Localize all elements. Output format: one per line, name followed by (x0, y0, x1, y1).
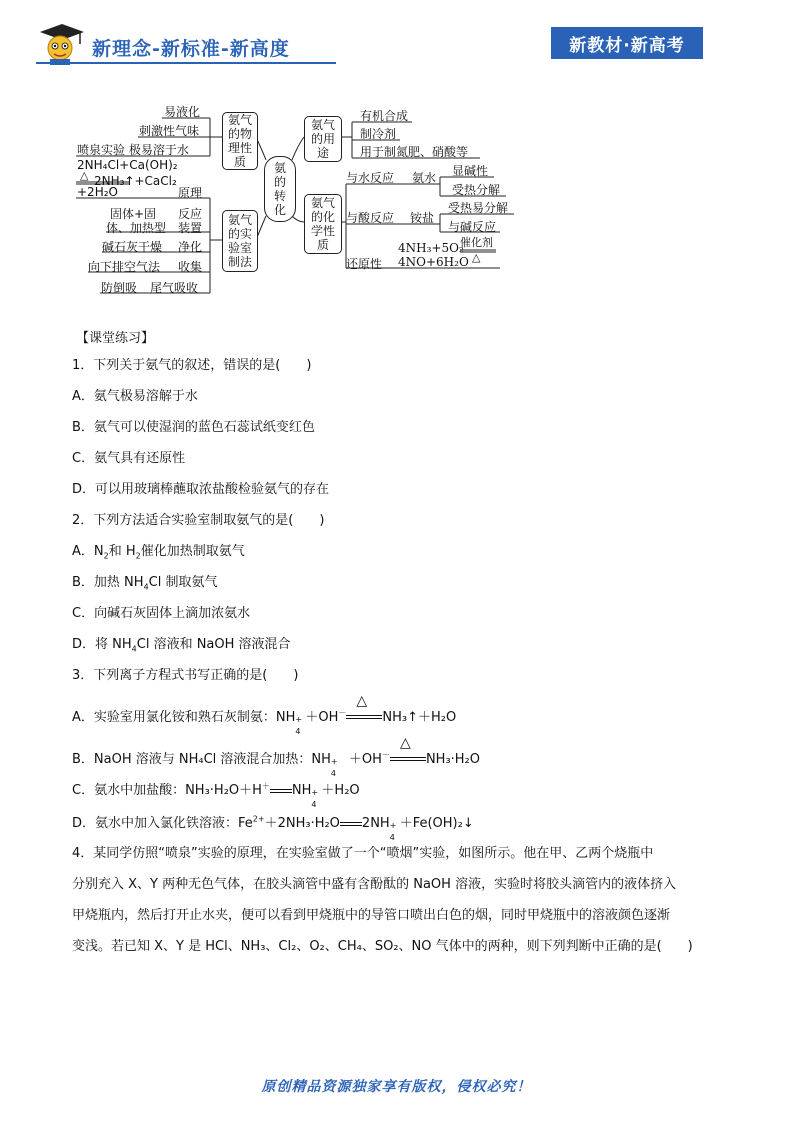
lab-collect-method: 向下排空气法 (88, 260, 161, 274)
box-physical (222, 112, 258, 170)
q3-option-d (72, 812, 474, 842)
q2d-post: Cl 溶液和 NaOH 溶液混合 (136, 637, 291, 652)
lab-dry: 碱石灰干燥 (102, 240, 163, 254)
q3c-post: NH (291, 783, 312, 798)
q3c-pre: C．氨水中加盐酸：NH₃·H₂O＋H (72, 783, 262, 798)
q3a-post: NH₃↑＋H₂O (382, 710, 457, 725)
footer-copyright: 原创精品资源独家享有版权，侵权必究！ (261, 1079, 532, 1095)
q2-option-c: C．向碱石灰固体上滴加浓氨水 (72, 606, 251, 621)
lab-device-r2: 装置 (178, 221, 203, 235)
box-uses (304, 116, 342, 162)
lab-eq-line3: +2H₂O (77, 185, 118, 199)
q3c-sup: + (311, 788, 319, 797)
q1-option-a: A．氨气极易溶解于水 (72, 389, 198, 404)
chem-water: 与水反应 (346, 171, 395, 185)
header-slogan: 新理念-新标准-新高度 (92, 38, 290, 60)
q1-option-c: C．氨气具有还原性 (72, 451, 186, 466)
lab-device-l1: 固体+固 (110, 207, 157, 221)
q3d-mid: ＋2NH₃·H₂O (264, 816, 340, 831)
lab-anti-suck: 防倒吸 (101, 281, 138, 295)
q2b-pre: B．加热 NH (72, 575, 144, 590)
chem-salt-heat: 受热易分解 (448, 201, 509, 215)
box-physical-label: 氨气的物理性质 (227, 113, 252, 169)
q4-line1: 4．某同学仿照“喷泉”实验的原理，在实验室做了一个“喷烟”实验，如图所示。他在甲、乙两个烧瓶中 (72, 846, 654, 861)
q4-line4: 变浅。若已知 X、Y 是 HCl、NH₃、Cl₂、O₂、CH₄、SO₂、NO 气体中的两种，则下列判断中正确的是( ) (72, 939, 693, 954)
use-fertilizer: 用于制氮肥、硝酸等 (360, 145, 469, 159)
q3d-sup: 2+ (252, 814, 265, 824)
box-lab-label: 氨气的实验室制法 (227, 213, 252, 269)
q2a-post: 催化加热制取氨气 (140, 544, 245, 559)
q2b-post: Cl 制取氨气 (148, 575, 218, 590)
chem-reduce: 还原性 (346, 257, 383, 271)
q3c-sub: 4 (311, 800, 317, 809)
q3-option-c (72, 779, 360, 809)
box-chem (304, 194, 342, 254)
q1-stem: 1．下列关于氨气的叙述，错误的是( ) (72, 358, 312, 373)
chem-cat-bottom: △ (472, 251, 481, 264)
chem-ammonia-water: 氨水 (412, 171, 437, 185)
q2-option-d (72, 633, 291, 654)
q3b-minus: － (381, 750, 390, 760)
lab-eq-line2: 2NH₃↑+CaCl₂ (94, 174, 177, 188)
q3c-equals (270, 789, 292, 793)
lab-principle: 原理 (178, 186, 203, 200)
q3d-end: ＋Fe(OH)₂↓ (399, 816, 474, 831)
q3b-mid: ＋OH (348, 752, 382, 767)
q2a-pre: A．N (72, 544, 104, 559)
q2d-pre: D．将 NH (72, 637, 132, 652)
phys-item-odor: 刺激性气味 (139, 124, 200, 138)
q3b-sup: + (330, 757, 338, 766)
q2a-sub1: 2 (103, 551, 109, 561)
header-badge: 新教材·新高考 (551, 27, 703, 59)
box-center (264, 156, 296, 222)
q3b-equals (390, 757, 426, 761)
chem-acid: 与酸反应 (346, 211, 395, 225)
q3b-pre: B．NaOH 溶液与 NH₄Cl 溶液混合加热：NH (72, 752, 331, 767)
q3b-heat: △ (399, 735, 411, 751)
box-lab (222, 210, 258, 272)
q3a-equals (346, 715, 382, 719)
q3a-sub: 4 (295, 727, 301, 736)
q3-option-b (72, 735, 481, 778)
use-refrigerant: 制冷剂 (360, 127, 397, 141)
q2-stem: 2．下列方法适合实验室制取氨气的是( ) (72, 513, 325, 528)
q3b-sub: 4 (330, 769, 337, 778)
q2-option-b (72, 571, 217, 592)
q3a-mid: ＋OH (305, 710, 339, 725)
lab-device-r1: 反应 (178, 207, 203, 221)
phys-item-fountain: 喷泉实验 极易溶于水 (77, 143, 189, 157)
chem-salt-base: 与碱反应 (448, 220, 497, 234)
q3b-post: NH₃·H₂O (425, 752, 481, 767)
chem-alkaline: 显碱性 (452, 164, 489, 178)
q2a-mid: 和 H (108, 544, 136, 559)
q1-option-d: D．可以用玻璃棒蘸取浓盐酸检验氨气的存在 (72, 482, 330, 497)
q3d-equals (340, 822, 362, 826)
chem-cat-l1: 4NH₃+5O₂ (398, 241, 464, 255)
q3d-sup4: + (389, 821, 397, 830)
q2d-sub: 4 (131, 644, 137, 654)
phys-item-liquefy: 易液化 (164, 105, 201, 119)
q3d-post: 2NH (361, 816, 390, 831)
q3a-heat: △ (356, 693, 368, 709)
chem-heat-decomp: 受热分解 (452, 183, 501, 197)
q1-option-b: B．氨气可以使湿润的蓝色石蕊试纸变红色 (72, 420, 315, 435)
box-chem-label: 氨气的化学性质 (310, 196, 335, 252)
q2b-sub: 4 (143, 582, 149, 592)
q3d-sub4: 4 (389, 833, 395, 842)
q3d-pre: D．氨水中加入氯化铁溶液：Fe (72, 816, 253, 831)
box-uses-label: 氨气的用途 (310, 118, 335, 160)
lab-tail-gas: 尾气吸收 (150, 281, 199, 295)
q3c-plus: ＋ (261, 781, 270, 791)
use-organic: 有机合成 (360, 109, 409, 123)
q2a-sub2: 2 (135, 551, 141, 561)
q3a-pre: A．实验室用氯化铵和熟石灰制氨：NH (72, 710, 296, 725)
lab-eq-line1: 2NH₄Cl+Ca(OH)₂ (77, 158, 178, 172)
q3a-minus: － (338, 708, 347, 718)
lab-collect: 收集 (178, 260, 203, 274)
q4-line2: 分别充入 X、Y 两种无色气体，在胶头滴管中盛有含酚酞的 NaOH 溶液，实验时将胶头滴管内的液体挤入 (72, 877, 677, 892)
q3a-sup: + (295, 715, 303, 724)
q3-stem: 3．下列离子方程式书写正确的是( ) (72, 668, 299, 683)
q3-option-a (72, 693, 457, 736)
chem-salt: 铵盐 (410, 211, 435, 225)
chem-cat-l2: 4NO+6H₂O (398, 255, 469, 269)
q2-option-a (72, 540, 245, 561)
q3c-end: ＋H₂O (321, 783, 360, 798)
box-center-label: 氨的转化 (273, 161, 286, 217)
chem-cat-top: 催化剂 (460, 236, 493, 249)
section-heading: 【课堂练习】 (76, 331, 155, 346)
lab-device-l2: 体、加热型 (106, 221, 167, 235)
lab-purify: 净化 (178, 240, 203, 254)
lab-eq-cond: △ (80, 169, 89, 182)
concept-map (0, 0, 793, 310)
q4-line3: 甲烧瓶内，然后打开止水夹，便可以看到甲烧瓶中的导管口喷出白色的烟，同时甲烧瓶中的溶液颜色逐渐 (72, 908, 671, 923)
